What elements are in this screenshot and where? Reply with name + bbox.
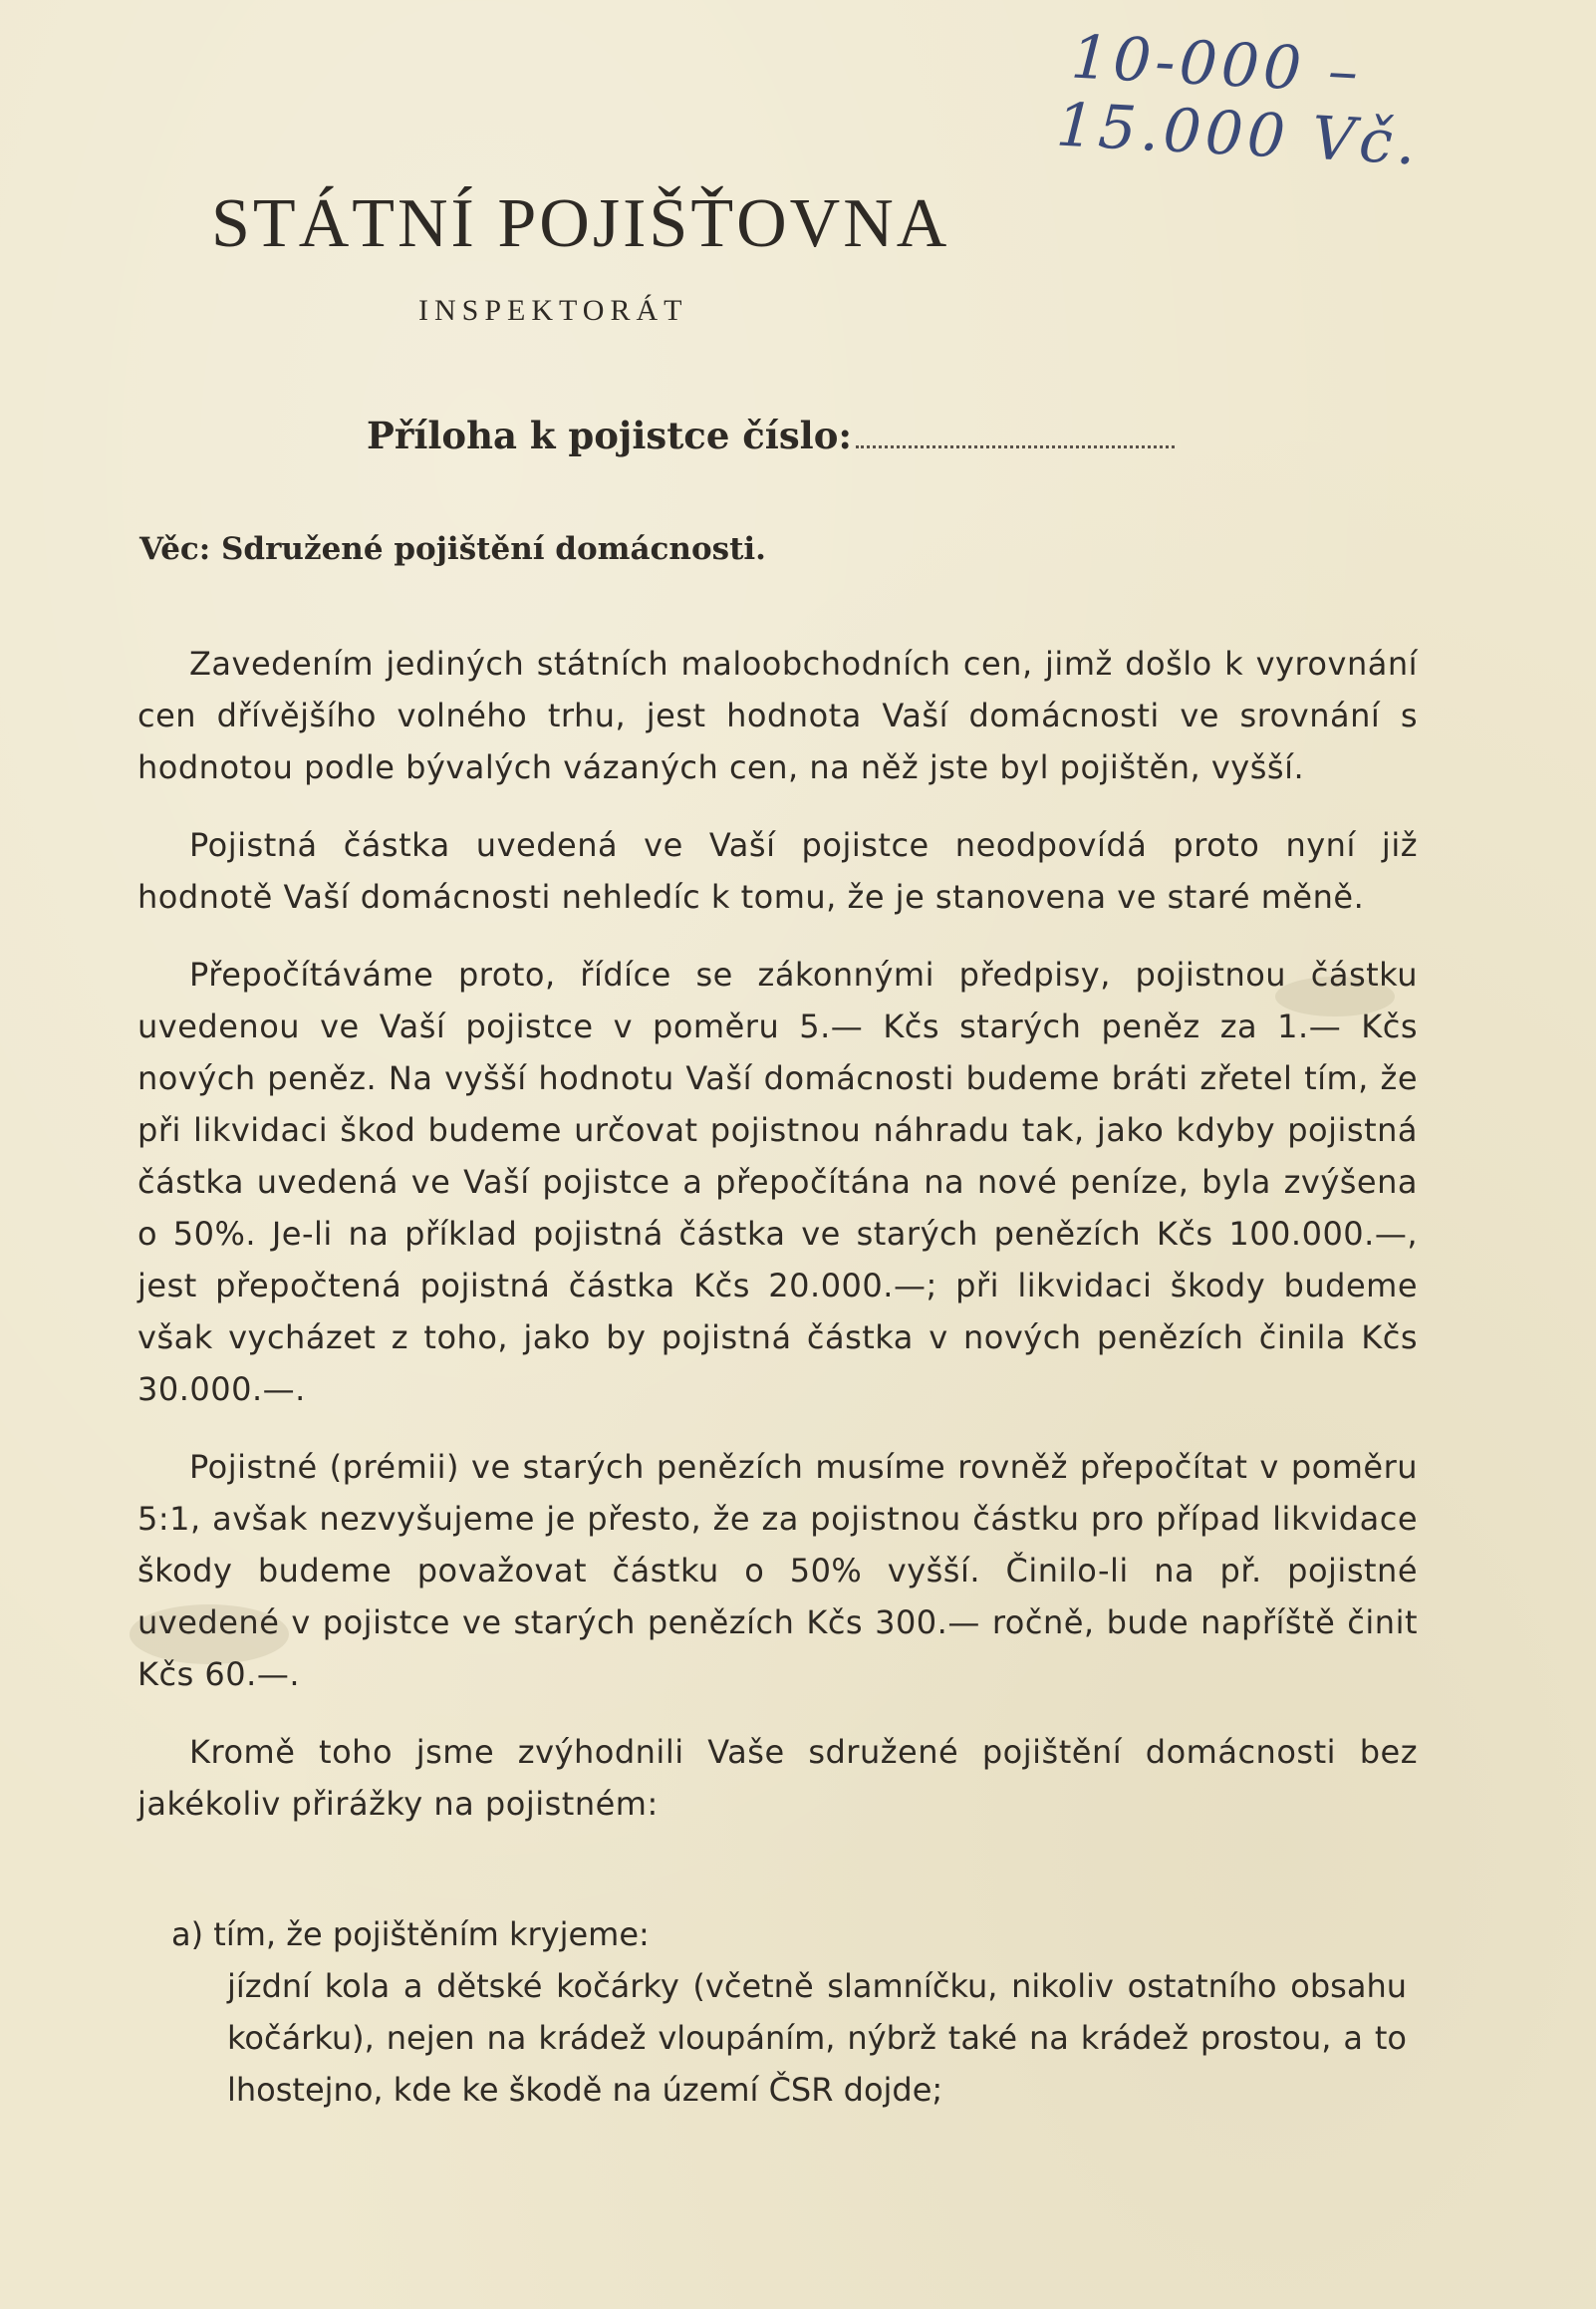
department-name: INSPEKTORÁT — [418, 294, 688, 327]
handwritten-note-line-1: 10-000 – — [1069, 22, 1364, 108]
list-item-label: a) tím, že pojištěním kryjeme: — [171, 1915, 650, 1953]
paragraph: Kromě toho jsme zvýhodnili Vaše sdružené pojištění domácnosti bez jakékoliv přirážky na pojistném: — [137, 1733, 1418, 1823]
letter-body — [137, 638, 1418, 1856]
handwritten-note-line-2: 15.000 Vč. — [1054, 90, 1422, 179]
organization-name: STÁTNÍ POJIŠŤOVNA — [211, 185, 950, 262]
paragraph: Pojistná částka uvedená ve Vaší pojistce neodpovídá proto nyní již hodnotě Vaší domácnosti nehledíc k tomu, že je stanovena ve staré měně. — [137, 826, 1418, 916]
attachment-line — [367, 414, 1175, 457]
subject-line: Věc: Sdružené pojištění domácnosti. — [139, 531, 766, 567]
list-item — [171, 1908, 1407, 2116]
paragraph: Přepočítáváme proto, řídíce se zákonnými předpisy, pojistnou částku uvedenou ve Vaší pojistce v poměru 5.— Kčs starých peněz za 1.— Kčs nových peněz. Na vyšší hodnotu Vaší domácnosti budeme bráti zřetel tím, že při likvidaci škod budeme určovat pojistnou náhradu tak, jako kdyby pojistná částka uvedená ve Vaší pojistce a přepočítána na nové peníze, byla zvýšena o 50%. Je-li na příklad pojistná částka ve starých penězích Kčs 100.000.—, jest přepočtená pojistná částka Kčs 20.000.—; při likvidaci škody budeme však vycházet z toho, jako by pojistná částka v nových penězích činila Kčs 30.000.—. — [137, 956, 1418, 1408]
attachment-label: Příloha k pojistce číslo: — [367, 414, 853, 457]
paragraph: Pojistné (prémii) ve starých penězích musíme rovněž přepočítat v poměru 5:1, avšak nezvyšujeme je přesto, že za pojistnou částku pro případ likvidace škody budeme považovat částku o 50% vyšší. Činilo-li na př. pojistné uvedené v pojistce ve starých penězích Kčs 300.— ročně, bude napříště činit Kčs 60.—. — [137, 1448, 1418, 1693]
paragraph: Zavedením jediných státních maloobchodních cen, jimž došlo k vyrovnání cen dřívějšího volného trhu, jest hodnota Vaší domácnosti ve srovnání s hodnotou podle bývalých vázaných cen, na něž jste byl pojištěn, vyšší. — [137, 645, 1418, 786]
list-item-text: jízdní kola a dětské kočárky (včetně slamníčku, nikoliv ostatního obsahu kočárku), nejen na krádež vloupáním, nýbrž také na krádež prostou, a to lhostejno, kde ke škodě na území ČSR dojde; — [227, 1967, 1407, 2109]
attachment-number-blank — [856, 445, 1175, 448]
